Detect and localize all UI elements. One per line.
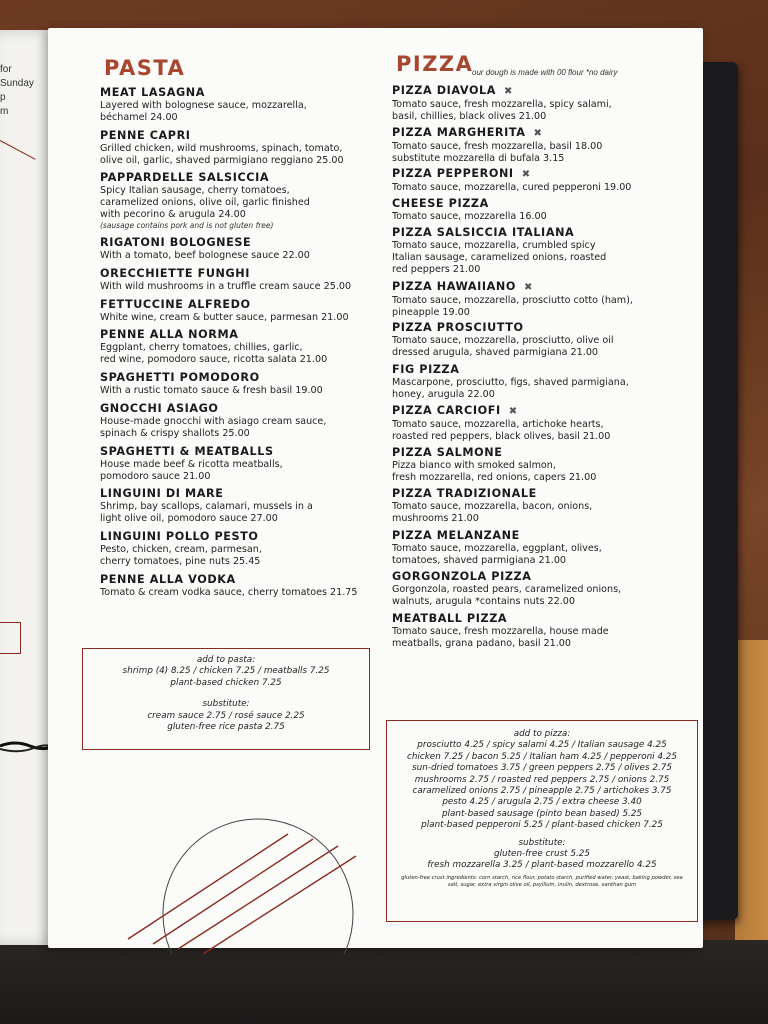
menu-item-name-text: PIZZA MARGHERITA <box>392 125 526 139</box>
menu-item-name-text: PIZZA TRADIZIONALE <box>392 487 537 500</box>
menu-item-name <box>392 363 692 377</box>
menu-item-name-text: PENNE CAPRI <box>100 128 191 142</box>
menu-item-name-text: ORECCHIETTE FUNGHI <box>100 267 251 280</box>
menu-item <box>392 126 692 165</box>
menu-item-description: Tomato sauce, fresh mozzarella, spicy salami, basil, chillies, black olives 21.00 <box>392 99 612 122</box>
pasta-substitute-head: substitute: <box>202 699 250 710</box>
menu-item <box>392 226 692 276</box>
left-page-text: for <box>0 64 12 75</box>
menu-item-description: Spicy Italian sausage, cherry tomatoes, caramelized onions, olive oil, garlic finished with pecorino & arugula 24.00 <box>100 185 310 221</box>
menu-item-name <box>392 321 692 335</box>
menu-item-name-text: LINGUINI POLLO PESTO <box>100 529 259 543</box>
menu-item-name-text: PAPPARDELLE SALSICCIA <box>100 171 270 185</box>
menu-item-name-text: FETTUCCINE ALFREDO <box>100 297 251 311</box>
menu-item-name <box>392 404 692 419</box>
menu-item-description: Tomato & cream vodka sauce, cherry tomatoes 21.75 <box>100 586 358 598</box>
menu-item-description: Tomato sauce, mozzarella, bacon, onions, mushrooms 21.00 <box>392 501 593 524</box>
menu-item-name-text: LINGUINI DI MARE <box>100 487 224 501</box>
menu-item-description: Mascarpone, prosciutto, figs, shaved parmigiana, honey, arugula 22.00 <box>392 376 629 400</box>
menu-item <box>392 84 692 123</box>
utensils-icon: ✖ <box>533 127 543 139</box>
menu-item-name-text: PIZZA HAWAIIANO <box>392 279 517 293</box>
pizza-title: PIZZA <box>396 52 474 76</box>
menu-item-description: Tomato sauce, fresh mozzarella, house made meatballs, grana padano, basil 21.00 <box>392 625 609 649</box>
menu-item-name-text: RIGATONI BOLOGNESE <box>100 236 252 250</box>
menu-item-description: Shrimp, bay scallops, calamari, mussels in a light olive oil, pomodoro sauce 27.00 <box>100 501 313 525</box>
left-page-box <box>0 622 21 654</box>
menu-item-description: With a rustic tomato sauce & fresh basil 19.00 <box>100 385 323 397</box>
dough-note: our dough is made with 00 flour *no dairy <box>472 68 618 77</box>
menu-item-description: Eggplant, cherry tomatoes, chillies, garlic, red wine, pomodoro sauce, ricotta salata 21.00 <box>100 342 328 366</box>
menu-item <box>392 197 692 223</box>
pizza-addons-head: add to pizza: <box>513 729 571 739</box>
menu-item-name <box>392 612 692 626</box>
menu-item-name <box>392 167 692 182</box>
pizza-addon-line: plant-based pepperoni 5.25 / plant-based chicken 7.25 <box>421 820 663 831</box>
menu-item-name <box>100 236 400 250</box>
menu-page <box>48 28 703 948</box>
menu-item-name <box>392 126 692 141</box>
menu-item-description: Tomato sauce, mozzarella, cured pepperoni 19.00 <box>392 182 632 193</box>
menu-item <box>392 280 692 319</box>
menu-item-name <box>100 445 400 459</box>
menu-item-name <box>100 402 400 416</box>
menu-item-name <box>392 197 692 211</box>
left-page-text: Sunday <box>0 78 34 89</box>
menu-item-name-text: SPAGHETTI POMODORO <box>100 371 260 385</box>
menu-item-name-text: PIZZA CARCIOFI <box>392 404 501 417</box>
menu-item-description: House made beef & ricotta meatballs, pomodoro sauce 21.00 <box>100 458 283 482</box>
menu-item-description: Tomato sauce, mozzarella 16.00 <box>392 210 547 222</box>
menu-item <box>100 487 400 525</box>
utensils-icon: ✖ <box>504 86 514 97</box>
menu-item-description: Grilled chicken, wild mushrooms, spinach, tomato, olive oil, garlic, shaved parmigiano reggiano 25.00 <box>100 142 344 166</box>
gluten-free-ingredients: gluten-free crust ingredients: corn starch, rice flour, potato starch, purified water, yeast, baking powder, sea salt, sugar, extra virgin olive oil, psyllium, inulin, dextrose, xanthan gum <box>401 874 683 888</box>
menu-item-name <box>100 487 400 501</box>
menu-item-description: House-made gnocchi with asiago cream sauce, spinach & crispy shallots 25.00 <box>100 415 327 439</box>
menu-item <box>100 267 400 293</box>
pizza-addons-box <box>386 720 698 922</box>
menu-item-description: Tomato sauce, mozzarella, eggplant, olives, tomatoes, shaved parmigiana 21.00 <box>392 542 602 566</box>
menu-item-name <box>100 328 400 342</box>
menu-item-name-text: PENNE ALLA VODKA <box>100 572 236 586</box>
menu-item <box>100 573 400 599</box>
menu-item-name <box>392 280 692 295</box>
pizza-addon-line: plant-based sausage (pinto bean based) 5.25 <box>441 808 643 819</box>
menu-item-name <box>100 371 400 385</box>
menu-item <box>392 363 692 401</box>
menu-item-name <box>392 487 692 501</box>
menu-item-name <box>100 129 400 143</box>
menu-item-name-text: PIZZA SALMONE <box>392 445 503 459</box>
menu-item-name-text: CHEESE PIZZA <box>392 196 489 210</box>
menu-item-name-text: FIG PIZZA <box>392 362 460 376</box>
menu-item-name-text: SPAGHETTI & MEATBALLS <box>100 444 274 458</box>
menu-item-description: With a tomato, beef bolognese sauce 22.00 <box>100 250 310 262</box>
menu-item <box>100 298 400 324</box>
menu-item-name <box>100 573 400 587</box>
menu-item <box>392 404 692 443</box>
menu-item <box>100 402 400 440</box>
utensils-icon: ✖ <box>508 406 518 417</box>
pasta-addon-line: plant-based chicken 7.25 <box>170 677 282 688</box>
menu-item <box>392 529 692 567</box>
pasta-addon-line: shrimp (4) 8.25 / chicken 7.25 / meatballs 7.25 <box>122 666 330 677</box>
menu-item-description: Layered with bolognese sauce, mozzarella, béchamel 24.00 <box>100 100 307 123</box>
menu-item <box>392 612 692 650</box>
menu-item <box>100 86 400 124</box>
left-page-rule <box>0 140 36 160</box>
menu-item <box>100 129 400 167</box>
menu-item-name-text: PIZZA PROSCIUTTO <box>392 321 524 334</box>
left-page-text: p <box>0 92 6 103</box>
menu-item <box>100 371 400 397</box>
pizza-addon-line: sun-dried tomatoes 3.75 / green peppers 2.75 / olives 2.75 <box>412 763 672 774</box>
menu-item <box>392 167 692 194</box>
menu-item-name-text: PENNE ALLA NORMA <box>100 328 239 342</box>
menu-item-description: White wine, cream & butter sauce, parmesan 21.00 <box>100 311 349 323</box>
wooden-table <box>735 640 768 940</box>
pasta-substitute-line: cream sauce 2.75 / rosé sauce 2.25 <box>147 710 305 721</box>
menu-item <box>100 445 400 483</box>
menu-item-description: Gorgonzola, roasted pears, caramelized onions, walnuts, arugula *contains nuts 22.00 <box>392 584 622 607</box>
menu-item-name <box>392 84 692 99</box>
menu-item-description: Tomato sauce, mozzarella, crumbled spicy Italian sausage, caramelized onions, roasted red peppers 21.00 <box>392 240 607 275</box>
pasta-title: PASTA <box>104 56 186 80</box>
menu-item <box>392 446 692 484</box>
pizza-substitute-line: fresh mozzarella 3.25 / plant-based mozzarello 4.25 <box>427 860 657 871</box>
menu-item-description: Tomato sauce, fresh mozzarella, basil 18.00 substitute mozzarella di bufala 3.15 <box>392 140 603 164</box>
menu-item-name-text: GNOCCHI ASIAGO <box>100 401 219 415</box>
pizza-addon-line: chicken 7.25 / bacon 5.25 / Italian ham 4.25 / pepperoni 4.25 <box>407 751 677 762</box>
menu-item-description: Pizza bianco with smoked salmon, fresh mozzarella, red onions, capers 21.00 <box>392 459 597 483</box>
menu-item <box>100 236 400 262</box>
menu-item-description: With wild mushrooms in a truffle cream sauce 25.00 <box>100 281 352 292</box>
utensils-icon: ✖ <box>521 169 531 180</box>
menu-item-name-text: PIZZA PEPPERONI <box>392 167 514 180</box>
menu-item <box>100 328 400 366</box>
menu-item-name-text: MEAT LASAGNA <box>100 86 205 99</box>
pizza-addon-line: pesto 4.25 / arugula 2.75 / extra cheese 3.40 <box>442 797 642 808</box>
pizza-addon-line: prosciutto 4.25 / spicy salami 4.25 / Italian sausage 4.25 <box>417 740 667 751</box>
menu-item-name <box>100 86 400 100</box>
pasta-substitute-line: gluten-free rice pasta 2.75 <box>167 722 285 733</box>
menu-item <box>392 487 692 525</box>
menu-item <box>100 171 400 230</box>
menu-item-name-text: PIZZA DIAVOLA <box>392 84 497 97</box>
utensils-icon: ✖ <box>524 281 533 293</box>
pizza-addon-line: mushrooms 2.75 / roasted red peppers 2.75 / onions 2.75 <box>414 774 670 785</box>
menu-item-name <box>100 171 400 185</box>
menu-item-name <box>392 529 692 543</box>
menu-item-name-text: MEATBALL PIZZA <box>392 611 508 625</box>
menu-item-description: Tomato sauce, mozzarella, prosciutto, olive oil dressed arugula, shaved parmigiana 21.00 <box>392 335 614 358</box>
pasta-addons-box <box>82 648 370 750</box>
pizza-substitute-head: substitute: <box>518 837 566 848</box>
menu-item-name-text: GORGONZOLA PIZZA <box>392 570 532 583</box>
pasta-addons-head: add to pasta: <box>196 655 256 665</box>
menu-item-name <box>392 226 692 240</box>
menu-item-name-text: PIZZA MELANZANE <box>392 528 520 542</box>
menu-item <box>100 530 400 568</box>
menu-item-name <box>100 267 400 281</box>
menu-item-description: Tomato sauce, mozzarella, artichoke hearts, roasted red peppers, black olives, basil 21.00 <box>392 419 611 442</box>
menu-item-description: Pesto, chicken, cream, parmesan, cherry tomatoes, pine nuts 25.45 <box>100 543 262 567</box>
decorative-plate-graphic <box>108 794 408 954</box>
left-page-text: m <box>0 106 9 117</box>
menu-item-name <box>392 570 692 584</box>
menu-item-name-text: PIZZA SALSICCIA ITALIANA <box>392 226 575 239</box>
menu-item-name <box>392 446 692 460</box>
menu-item-name <box>100 298 400 312</box>
menu-item <box>392 570 692 608</box>
menu-item <box>392 321 692 359</box>
menu-item-note: (sausage contains pork and is not gluten free) <box>100 221 274 231</box>
pizza-addon-line: caramelized onions 2.75 / pineapple 2.75 / artichokes 3.75 <box>412 786 672 797</box>
menu-item-name <box>100 530 400 544</box>
menu-item-description: Tomato sauce, mozzarella, prosciutto cotto (ham), pineapple 19.00 <box>392 294 633 318</box>
pizza-substitute-line: gluten-free crust 5.25 <box>494 849 590 860</box>
